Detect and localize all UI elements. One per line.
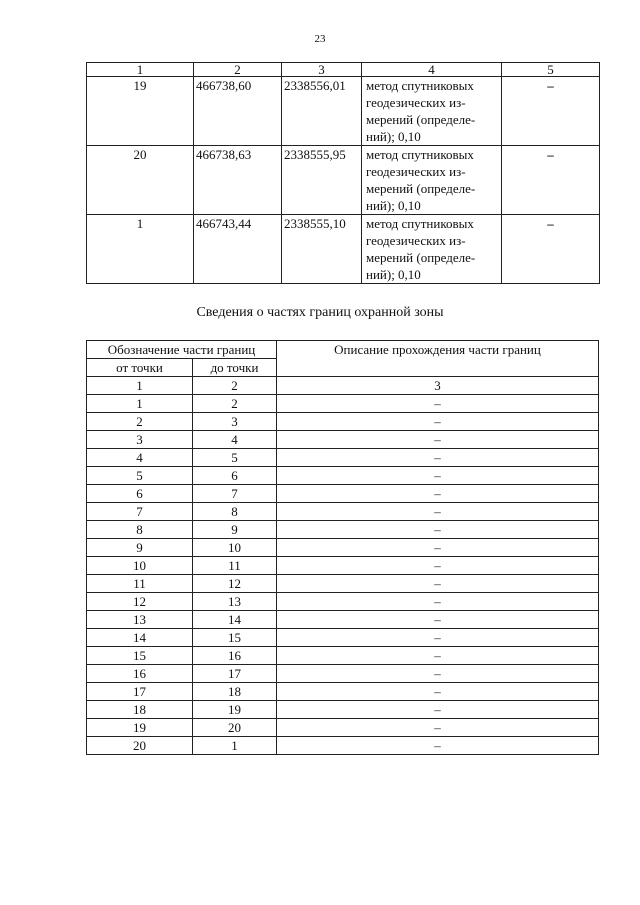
boundary-part-row xyxy=(87,503,599,521)
to-point-cell: 15 xyxy=(193,629,277,647)
header-cell: 2 xyxy=(194,63,282,77)
description-cell: – xyxy=(277,593,599,611)
to-point-cell: 17 xyxy=(193,665,277,683)
from-point-cell: 17 xyxy=(87,683,193,701)
coordinate-row xyxy=(87,146,600,215)
coordinates-header-row xyxy=(87,63,600,77)
from-point-cell: 5 xyxy=(87,467,193,485)
from-point-cell: 14 xyxy=(87,629,193,647)
to-point-cell: 5 xyxy=(193,449,277,467)
method-line: ний); 0,10 xyxy=(366,267,421,282)
method-line: метод спутниковых xyxy=(366,78,474,93)
to-point-cell: 19 xyxy=(193,701,277,719)
header-cell: 5 xyxy=(502,63,600,77)
description-cell: – xyxy=(277,503,599,521)
to-point-cell: 13 xyxy=(193,593,277,611)
method-line: метод спутниковых xyxy=(366,147,474,162)
to-point-cell: 14 xyxy=(193,611,277,629)
coordinate-row xyxy=(87,77,600,146)
description-cell: – xyxy=(277,485,599,503)
description-cell: – xyxy=(277,467,599,485)
description-cell: – xyxy=(277,665,599,683)
method-cell xyxy=(362,146,502,215)
from-point-cell: 9 xyxy=(87,539,193,557)
to-point-cell: 3 xyxy=(193,413,277,431)
col5-cell: – xyxy=(502,146,600,215)
method-cell xyxy=(362,77,502,146)
to-point-cell: 11 xyxy=(193,557,277,575)
from-point-cell: 18 xyxy=(87,701,193,719)
boundary-part-row xyxy=(87,413,599,431)
header-cell: 4 xyxy=(362,63,502,77)
description-cell: – xyxy=(277,701,599,719)
y-coordinate-cell: 2338555,10 xyxy=(282,215,362,284)
boundary-part-row xyxy=(87,449,599,467)
method-line: геодезических из- xyxy=(366,164,466,179)
boundary-part-row xyxy=(87,467,599,485)
method-line: мерений (определе- xyxy=(366,112,476,127)
description-cell: – xyxy=(277,575,599,593)
section-title: Сведения о частях границ охранной зоны xyxy=(196,305,444,320)
from-point-cell: 15 xyxy=(87,647,193,665)
description-cell: – xyxy=(277,431,599,449)
from-point-cell: 8 xyxy=(87,521,193,539)
from-point-cell: 20 xyxy=(87,737,193,755)
boundary-part-row xyxy=(87,557,599,575)
from-point-cell: 1 xyxy=(87,395,193,413)
method-line: ний); 0,10 xyxy=(366,198,421,213)
boundary-part-row xyxy=(87,593,599,611)
coordinates-table xyxy=(86,62,600,284)
to-point-cell: 1 xyxy=(193,737,277,755)
page-number: 23 xyxy=(314,33,326,45)
boundary-part-row xyxy=(87,629,599,647)
method-line: геодезических из- xyxy=(366,95,466,110)
to-point-cell: 16 xyxy=(193,647,277,665)
description-cell: – xyxy=(277,449,599,467)
method-line: мерений (определе- xyxy=(366,250,476,265)
from-point-cell: 12 xyxy=(87,593,193,611)
boundary-part-row xyxy=(87,395,599,413)
to-point-cell: 8 xyxy=(193,503,277,521)
from-point-cell: 16 xyxy=(87,665,193,683)
boundary-part-row xyxy=(87,431,599,449)
to-point-cell: 20 xyxy=(193,719,277,737)
header-cell: 3 xyxy=(282,63,362,77)
description-cell: – xyxy=(277,413,599,431)
parts-header-row-1 xyxy=(87,341,599,359)
numbering-cell: 2 xyxy=(193,377,277,395)
boundary-part-row xyxy=(87,611,599,629)
boundary-part-row xyxy=(87,683,599,701)
description-cell: – xyxy=(277,737,599,755)
x-coordinate-cell: 466743,44 xyxy=(194,215,282,284)
to-point-cell: 2 xyxy=(193,395,277,413)
method-line: мерений (определе- xyxy=(366,181,476,196)
boundary-part-row xyxy=(87,575,599,593)
from-point-cell: 13 xyxy=(87,611,193,629)
point-number-cell: 19 xyxy=(87,77,194,146)
parts-numbering-row xyxy=(87,377,599,395)
description-cell: – xyxy=(277,521,599,539)
boundary-part-row xyxy=(87,647,599,665)
numbering-cell: 3 xyxy=(277,377,599,395)
boundary-parts-table xyxy=(86,340,599,755)
to-point-cell: 18 xyxy=(193,683,277,701)
description-cell: – xyxy=(277,611,599,629)
method-line: метод спутниковых xyxy=(366,216,474,231)
description-cell: – xyxy=(277,557,599,575)
description-cell: – xyxy=(277,683,599,701)
x-coordinate-cell: 466738,60 xyxy=(194,77,282,146)
x-coordinate-cell: 466738,63 xyxy=(194,146,282,215)
from-point-cell: 11 xyxy=(87,575,193,593)
to-point-cell: 4 xyxy=(193,431,277,449)
to-point-cell: 6 xyxy=(193,467,277,485)
from-point-cell: 2 xyxy=(87,413,193,431)
to-point-cell: 10 xyxy=(193,539,277,557)
y-coordinate-cell: 2338556,01 xyxy=(282,77,362,146)
point-number-cell: 1 xyxy=(87,215,194,284)
y-coordinate-cell: 2338555,95 xyxy=(282,146,362,215)
header-from-cell: от точки xyxy=(87,359,193,377)
boundary-part-row xyxy=(87,485,599,503)
from-point-cell: 19 xyxy=(87,719,193,737)
from-point-cell: 10 xyxy=(87,557,193,575)
numbering-cell: 1 xyxy=(87,377,193,395)
boundary-part-row xyxy=(87,737,599,755)
coordinate-row xyxy=(87,215,600,284)
from-point-cell: 6 xyxy=(87,485,193,503)
from-point-cell: 7 xyxy=(87,503,193,521)
point-number-cell: 20 xyxy=(87,146,194,215)
header-group-cell: Обозначение части границ xyxy=(87,341,277,359)
boundary-part-row xyxy=(87,539,599,557)
from-point-cell: 4 xyxy=(87,449,193,467)
description-cell: – xyxy=(277,629,599,647)
from-point-cell: 3 xyxy=(87,431,193,449)
col5-cell: – xyxy=(502,215,600,284)
boundary-part-row xyxy=(87,665,599,683)
col5-cell: – xyxy=(502,77,600,146)
to-point-cell: 12 xyxy=(193,575,277,593)
description-cell: – xyxy=(277,647,599,665)
method-cell xyxy=(362,215,502,284)
header-to-cell: до точки xyxy=(193,359,277,377)
to-point-cell: 9 xyxy=(193,521,277,539)
boundary-part-row xyxy=(87,719,599,737)
method-line: ний); 0,10 xyxy=(366,129,421,144)
method-line: геодезических из- xyxy=(366,233,466,248)
boundary-part-row xyxy=(87,701,599,719)
to-point-cell: 7 xyxy=(193,485,277,503)
boundary-part-row xyxy=(87,521,599,539)
description-cell: – xyxy=(277,539,599,557)
description-cell: – xyxy=(277,395,599,413)
description-cell: – xyxy=(277,719,599,737)
header-cell: 1 xyxy=(87,63,194,77)
header-description-cell: Описание прохождения части границ xyxy=(277,341,599,377)
